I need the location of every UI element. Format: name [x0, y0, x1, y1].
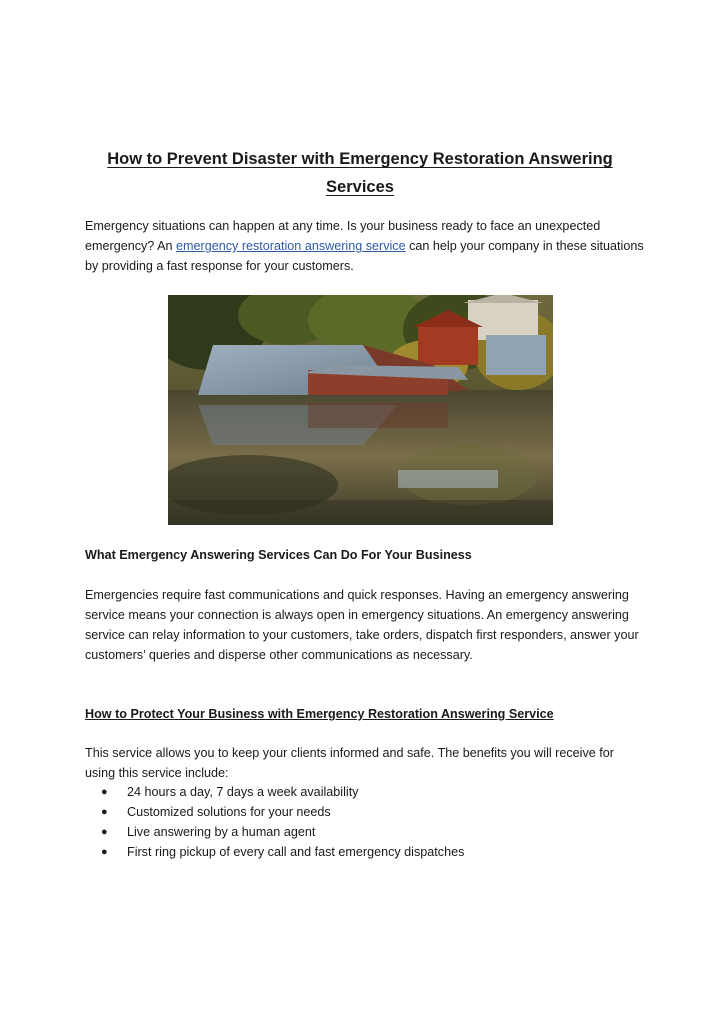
list-item-text: Customized solutions for your needs [127, 805, 331, 819]
benefits-list [85, 782, 645, 862]
list-item-text: 24 hours a day, 7 days a week availability [127, 785, 359, 799]
list-item-text: First ring pickup of every call and fast emergency dispatches [127, 845, 465, 859]
list-item [85, 782, 645, 802]
bullet-icon: ● [101, 786, 108, 798]
flood-photo [168, 295, 553, 525]
page-title: How to Prevent Disaster with Emergency Restoration Answering Services [107, 150, 613, 196]
bullet-icon: ● [101, 806, 108, 818]
list-item-text: Live answering by a human agent [127, 825, 316, 839]
section-body-what: Emergencies require fast communications and quick responses. Having an emergency answering service means your connection is always open in emergency situations. An emergency answering service can relay information to your customers, take orders, dispatch first responders, answer your customers’ queries and disperse other communications as necessary. [85, 588, 639, 662]
bullet-icon: ● [101, 826, 108, 838]
intro-text-before: Emergency situations can happen at any time. Is your business ready to face an unexpected emergency? An [85, 219, 601, 253]
intro-text-after: can help your company in these situations by providing a fast response for your customers. [85, 239, 644, 273]
list-item [85, 822, 645, 842]
intro-paragraph [85, 216, 645, 276]
section-heading-what: What Emergency Answering Services Can Do For Your Business [85, 548, 472, 562]
bullet-icon: ● [101, 846, 108, 858]
list-item [85, 802, 645, 822]
section-heading-protect: How to Protect Your Business with Emergency Restoration Answering Service [85, 707, 554, 721]
answering-service-link[interactable]: emergency restoration answering service [176, 239, 406, 253]
section-body-protect: This service allows you to keep your clients informed and safe. The benefits you will receive for using this service include: [85, 746, 614, 780]
list-item [85, 842, 645, 862]
